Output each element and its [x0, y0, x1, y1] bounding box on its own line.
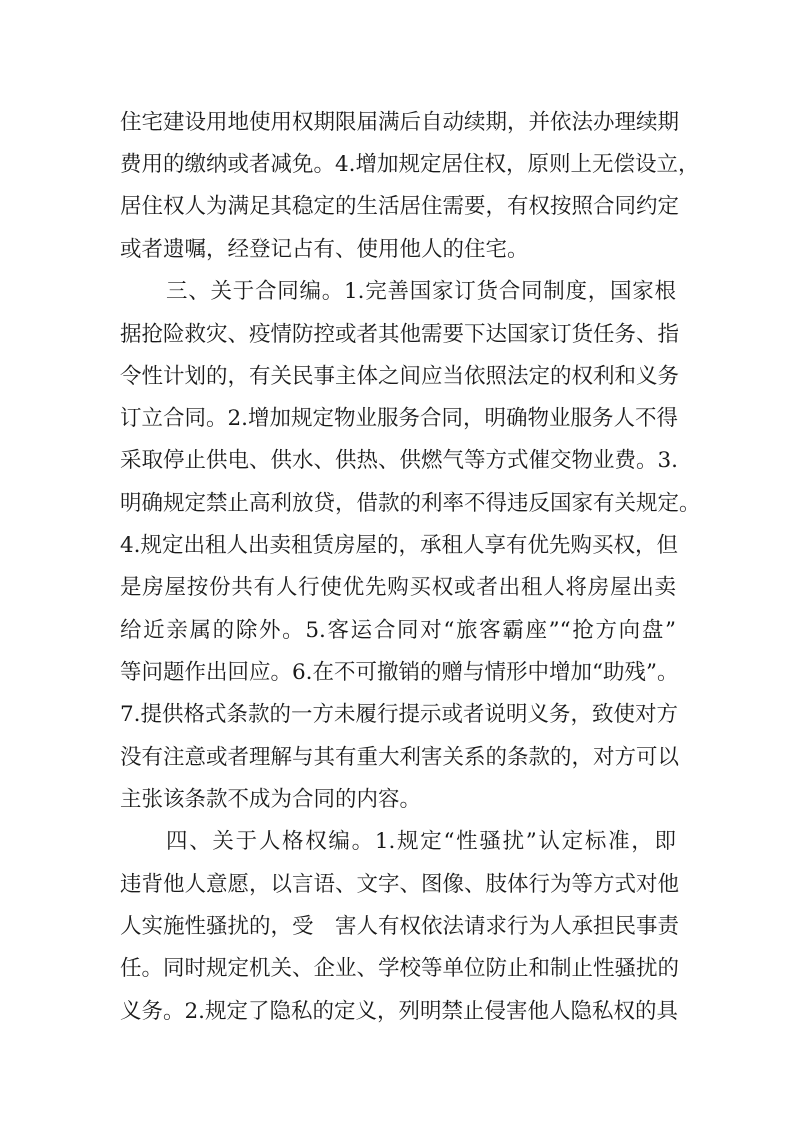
text-line: 是房屋按份共有人行使优先购买权或者出租人将房屋出卖	[120, 575, 676, 600]
text-line: 居住权人为满足其稳定的生活居住需要，有权按照合同约定	[120, 194, 680, 219]
section-heading-line: 三、关于合同编。1.完善国家订货合同制度，国家根	[166, 279, 676, 304]
section-heading-line: 四、关于人格权编。1.规定“性骚扰”认定标准，即	[166, 829, 676, 854]
text-line: 采取停止供电、供水、供热、供燃气等方式催交物业费。3.	[120, 448, 679, 473]
text-line: 据抢险救灾、疫情防控或者其他需要下达国家订货任务、指	[120, 322, 680, 347]
text-line: 7.提供格式条款的一方未履行提示或者说明义务，致使对方	[120, 702, 679, 727]
text-line: 违背他人意愿，以言语、文字、图像、肢体行为等方式对他	[120, 872, 680, 897]
text-line: 4.规定出租人出卖租赁房屋的，承租人享有优先购买权，但	[120, 533, 679, 558]
text-line: 义务。2.规定了隐私的定义，列明禁止侵害他人隐私权的具	[120, 999, 679, 1024]
text-line: 住宅建设用地使用权期限届满后自动续期，并依法办理续期	[120, 110, 680, 135]
text-line: 等问题作出回应。6.在不可撤销的赠与情形中增加“助残”。	[120, 660, 679, 685]
text-line: 明确规定禁止高利放贷，借款的利率不得违反国家有关规定。	[120, 491, 701, 516]
text-line: 没有注意或者理解与其有重大利害关系的条款的，对方可以	[120, 745, 680, 770]
text-line: 人实施性骚扰的，受 害人有权依法请求行为人承担民事责	[120, 914, 680, 939]
text-line: 主张该条款不成为合同的内容。	[120, 787, 422, 812]
text-line: 令性计划的，有关民事主体之间应当依照法定的权利和义务	[120, 364, 680, 389]
text-line: 或者遗嘱，经登记占有、使用他人的住宅。	[120, 237, 529, 262]
text-line: 费用的缴纳或者减免。4.增加规定居住权，原则上无偿设立，	[120, 152, 700, 177]
text-line: 订立合同。2.增加规定物业服务合同，明确物业服务人不得	[120, 406, 679, 431]
text-line: 给近亲属的除外。5.客运合同对“旅客霸座”“抢方向盘”	[120, 618, 676, 643]
text-line: 任。同时规定机关、企业、学校等单位防止和制止性骚扰的	[120, 956, 680, 981]
